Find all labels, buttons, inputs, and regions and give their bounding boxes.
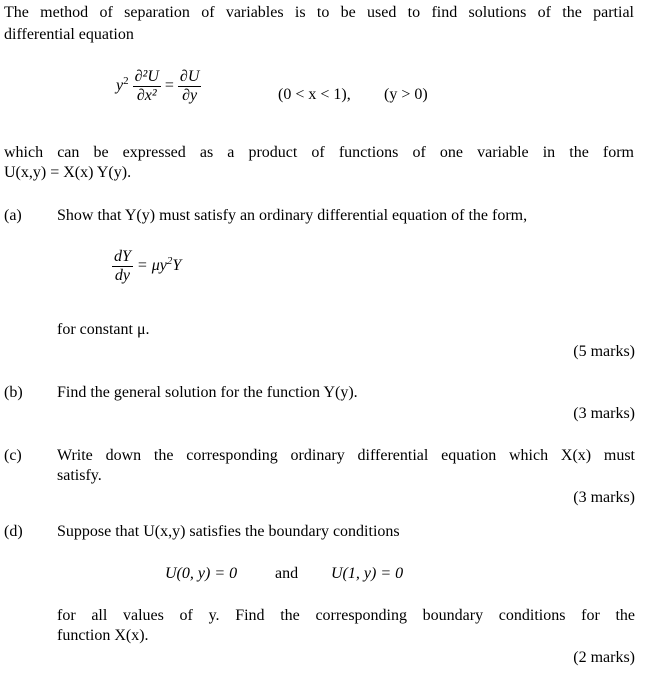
part-b-marks: (3 marks)	[573, 405, 635, 422]
part-a-marks: (5 marks)	[573, 343, 635, 360]
part-d-marks: (2 marks)	[573, 649, 635, 666]
part-b-label: (b)	[4, 384, 23, 401]
part-d-text: Suppose that U(x,y) satisfies the boundary conditions	[57, 523, 400, 540]
part-a-text: Show that Y(y) must satisfy an ordinary differential equation of the form,	[57, 207, 528, 224]
pde-rhs-fraction: $\frac{\partial U}{\partial y}$	[179, 68, 200, 104]
boundary-condition-1: U(0, y) = 0	[165, 565, 238, 582]
part-d-after-line-2: function X(x).	[57, 627, 149, 644]
boundary-and: and	[275, 565, 299, 582]
part-d-after-line-1: for all values of y. Find the corresponding boundary conditions for the	[57, 607, 635, 624]
pde-coeff: y	[116, 77, 124, 95]
product-line-2: U(x,y) = X(x) Y(y).	[4, 164, 132, 181]
intro-line-1: The method of separation of variables is to be used to find solutions of the partial	[4, 4, 634, 21]
intro-line-2: differential equation	[4, 26, 134, 43]
pde-domain-y: (y > 0)	[384, 86, 428, 103]
pde-domain-x: (0 < x < 1),	[278, 86, 351, 103]
part-c-text-line-1: Write down the corresponding ordinary differential equation which X(x) must	[57, 447, 635, 464]
part-d-label: (d)	[4, 523, 23, 540]
part-a-after: for constant μ.	[57, 321, 150, 338]
dy-fraction: $\frac{dY}{dy}$	[114, 248, 131, 284]
part-a-equation: $\frac{dY}{dy}$ = $\mu y^2Y$	[114, 248, 182, 284]
part-c-marks: (3 marks)	[573, 489, 635, 506]
part-c-text-line-2: satisfy.	[57, 467, 102, 484]
product-line-1: which can be expressed as a product of functions of one variable in the form	[4, 144, 634, 161]
part-b-text: Find the general solution for the function Y(y).	[57, 384, 358, 401]
part-c-label: (c)	[4, 447, 22, 464]
part-a-label: (a)	[4, 207, 22, 224]
boundary-condition-2: U(1, y) = 0	[331, 565, 404, 582]
pde-lhs-fraction: $\frac{\text{∂²U}}{\text{∂x²}}$	[134, 68, 159, 104]
pde-equation: $y^2$ $\frac{\text{∂²U}}{\text{∂x²}}$ = $\frac{\partial U}{\partial y}$	[116, 68, 200, 104]
